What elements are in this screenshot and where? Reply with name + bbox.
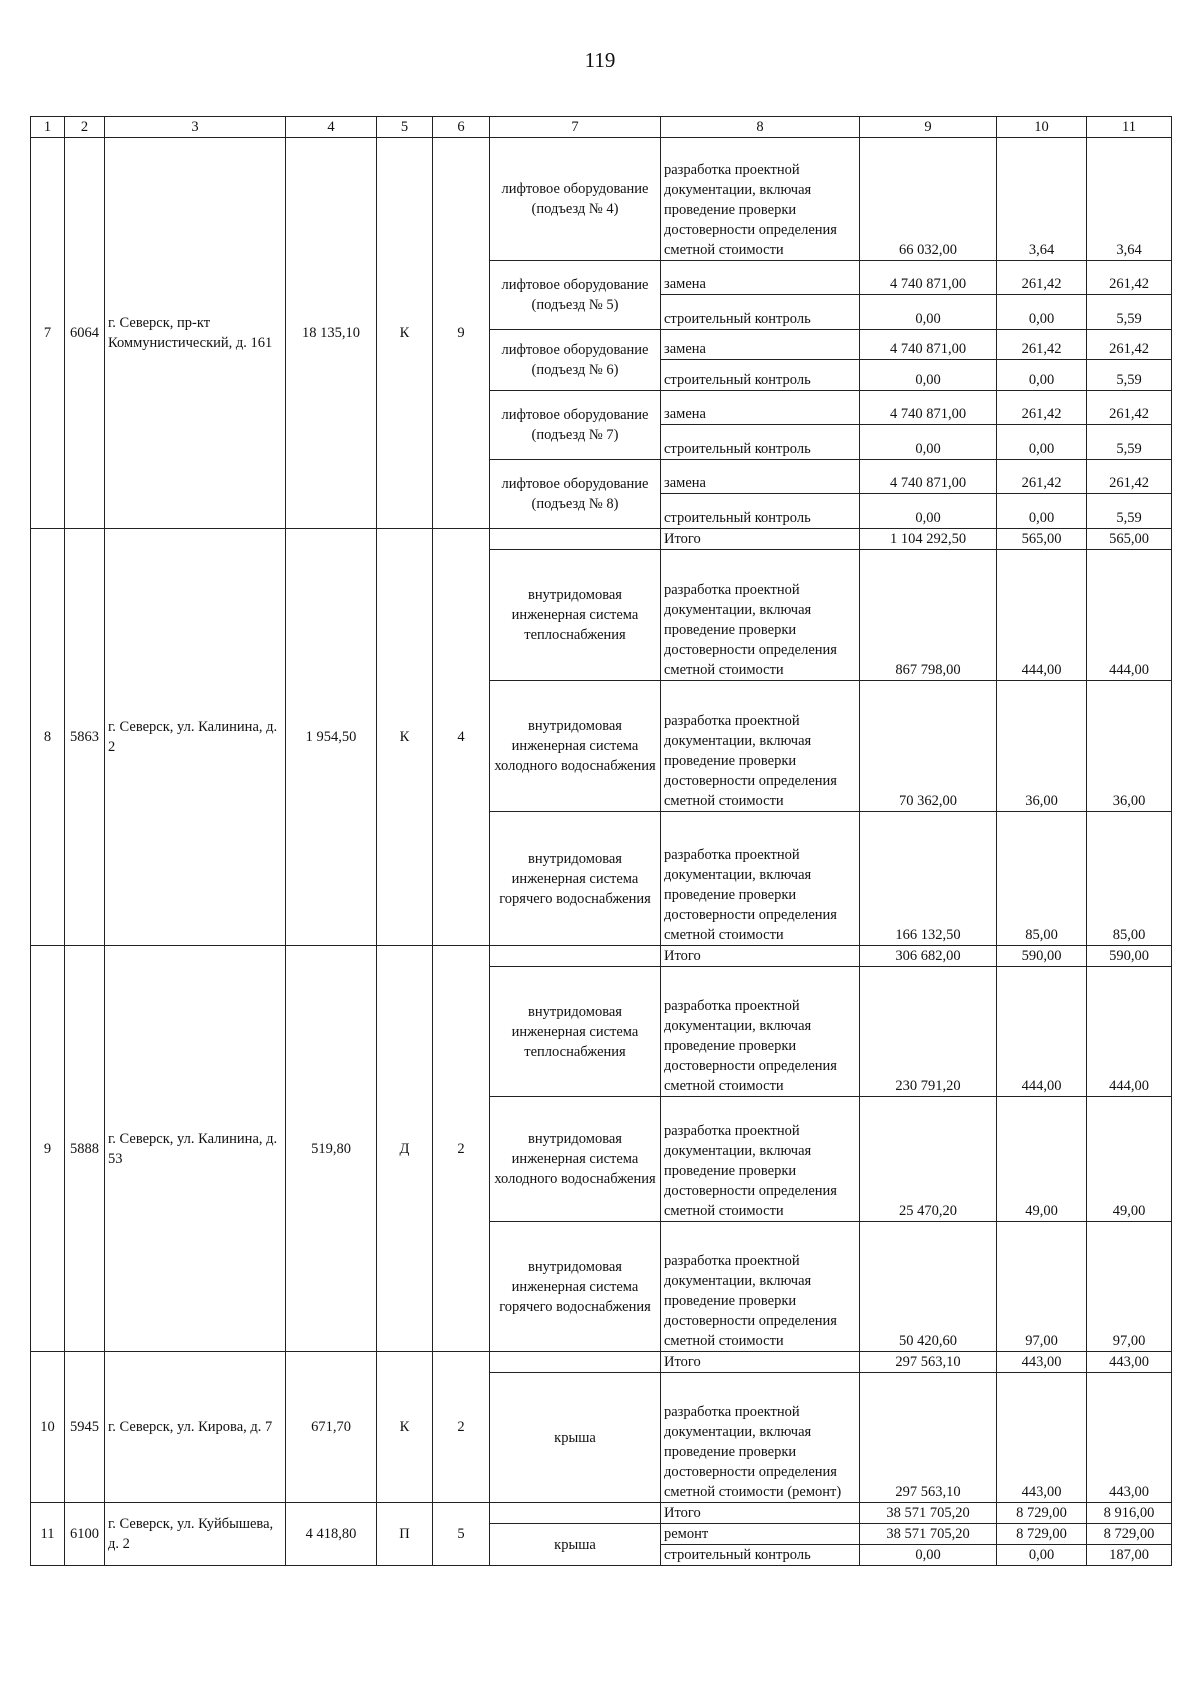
cost-per-m2: 444,00 — [997, 550, 1087, 681]
work-type: разработка проектной документации, включая проведение проверки достоверности определения сметной стоимости — [661, 812, 860, 946]
cost-per-m2: 444,00 — [997, 967, 1087, 1097]
house-area: 519,80 — [286, 946, 377, 1352]
work-type: разработка проектной документации, включая проведение проверки достоверности определения сметной стоимости — [661, 138, 860, 261]
work-row — [31, 138, 1172, 261]
cost-per-m2: 261,42 — [997, 261, 1087, 295]
work-type: ремонт — [661, 1524, 860, 1545]
work-cost: 38 571 705,20 — [860, 1524, 997, 1545]
cost-per-m2: 0,00 — [997, 295, 1087, 330]
cost-per-m2: 261,42 — [997, 460, 1087, 494]
work-type: разработка проектной документации, включая проведение проверки достоверности определения сметной стоимости — [661, 1097, 860, 1222]
house-floors: 5 — [433, 1503, 490, 1566]
cost-limit: 5,59 — [1087, 360, 1172, 391]
total-per-m2: 590,00 — [997, 946, 1087, 967]
work-cost: 0,00 — [860, 295, 997, 330]
cost-per-m2: 97,00 — [997, 1222, 1087, 1352]
work-type: замена — [661, 460, 860, 494]
house-row — [31, 1503, 1172, 1524]
cost-per-m2: 85,00 — [997, 812, 1087, 946]
cost-limit: 36,00 — [1087, 681, 1172, 812]
work-cost: 25 470,20 — [860, 1097, 997, 1222]
header-cell: 1 — [31, 117, 65, 138]
header-cell: 9 — [860, 117, 997, 138]
total-label: Итого — [661, 1352, 860, 1373]
total-limit: 590,00 — [1087, 946, 1172, 967]
element-empty — [490, 946, 661, 967]
total-label: Итого — [661, 529, 860, 550]
cost-limit: 443,00 — [1087, 1373, 1172, 1503]
work-type: строительный контроль — [661, 360, 860, 391]
header-cell: 4 — [286, 117, 377, 138]
house-address: г. Северск, ул. Кирова, д. 7 — [105, 1352, 286, 1503]
work-type: разработка проектной документации, включая проведение проверки достоверности определения сметной стоимости — [661, 681, 860, 812]
total-sum: 306 682,00 — [860, 946, 997, 967]
page-number: 119 — [584, 48, 616, 72]
structural-element: внутридомовая инженерная система теплоснабжения — [490, 550, 661, 681]
cost-per-m2: 36,00 — [997, 681, 1087, 812]
total-limit: 8 916,00 — [1087, 1503, 1172, 1524]
cost-limit: 8 729,00 — [1087, 1524, 1172, 1545]
structural-element: лифтовое оборудование (подъезд № 7) — [490, 391, 661, 460]
work-cost: 70 362,00 — [860, 681, 997, 812]
cost-limit: 5,59 — [1087, 425, 1172, 460]
header-cell: 8 — [661, 117, 860, 138]
house-row — [31, 946, 1172, 967]
total-label: Итого — [661, 1503, 860, 1524]
house-area: 1 954,50 — [286, 529, 377, 946]
work-cost: 50 420,60 — [860, 1222, 997, 1352]
cost-limit: 49,00 — [1087, 1097, 1172, 1222]
house-area: 18 135,10 — [286, 138, 377, 529]
house-address: г. Северск, пр-кт Коммунистический, д. 161 — [105, 138, 286, 529]
work-cost: 230 791,20 — [860, 967, 997, 1097]
cost-limit: 261,42 — [1087, 330, 1172, 360]
house-category: К — [377, 529, 433, 946]
total-per-m2: 8 729,00 — [997, 1503, 1087, 1524]
total-label: Итого — [661, 946, 860, 967]
work-type: замена — [661, 261, 860, 295]
work-cost: 297 563,10 — [860, 1373, 997, 1503]
row-number: 10 — [31, 1352, 65, 1503]
house-code: 5888 — [65, 946, 105, 1352]
structural-element: крыша — [490, 1373, 661, 1503]
header-cell: 3 — [105, 117, 286, 138]
cost-per-m2: 3,64 — [997, 138, 1087, 261]
work-cost: 4 740 871,00 — [860, 460, 997, 494]
cost-per-m2: 261,42 — [997, 391, 1087, 425]
cost-limit: 5,59 — [1087, 494, 1172, 529]
house-code: 5945 — [65, 1352, 105, 1503]
structural-element: лифтовое оборудование (подъезд № 4) — [490, 138, 661, 261]
structural-element: лифтовое оборудование (подъезд № 6) — [490, 330, 661, 391]
total-sum: 1 104 292,50 — [860, 529, 997, 550]
row-number: 11 — [31, 1503, 65, 1566]
cost-limit: 3,64 — [1087, 138, 1172, 261]
house-area: 671,70 — [286, 1352, 377, 1503]
header-cell: 6 — [433, 117, 490, 138]
work-cost: 0,00 — [860, 425, 997, 460]
work-type: разработка проектной документации, включая проведение проверки достоверности определения сметной стоимости (ремонт) — [661, 1373, 860, 1503]
cost-limit: 85,00 — [1087, 812, 1172, 946]
total-per-m2: 443,00 — [997, 1352, 1087, 1373]
cost-limit: 444,00 — [1087, 550, 1172, 681]
cost-limit: 261,42 — [1087, 261, 1172, 295]
house-category: П — [377, 1503, 433, 1566]
structural-element: лифтовое оборудование (подъезд № 8) — [490, 460, 661, 529]
cost-per-m2: 0,00 — [997, 360, 1087, 391]
cost-limit: 261,42 — [1087, 391, 1172, 425]
house-floors: 2 — [433, 946, 490, 1352]
work-cost: 66 032,00 — [860, 138, 997, 261]
row-number: 9 — [31, 946, 65, 1352]
capital-repair-table — [30, 116, 1172, 1566]
house-category: К — [377, 138, 433, 529]
work-type: замена — [661, 330, 860, 360]
house-code: 6064 — [65, 138, 105, 529]
structural-element: внутридомовая инженерная система горячего водоснабжения — [490, 812, 661, 946]
house-address: г. Северск, ул. Калинина, д. 53 — [105, 946, 286, 1352]
cost-limit: 97,00 — [1087, 1222, 1172, 1352]
total-limit: 565,00 — [1087, 529, 1172, 550]
structural-element: лифтовое оборудование (подъезд № 5) — [490, 261, 661, 330]
element-empty — [490, 1352, 661, 1373]
work-cost: 4 740 871,00 — [860, 391, 997, 425]
house-row — [31, 1352, 1172, 1373]
cost-limit: 444,00 — [1087, 967, 1172, 1097]
work-type: строительный контроль — [661, 494, 860, 529]
work-type: разработка проектной документации, включая проведение проверки достоверности определения сметной стоимости — [661, 550, 860, 681]
row-number: 7 — [31, 138, 65, 529]
structural-element: внутридомовая инженерная система теплоснабжения — [490, 967, 661, 1097]
header-cell: 11 — [1087, 117, 1172, 138]
structural-element: внутридомовая инженерная система горячего водоснабжения — [490, 1222, 661, 1352]
house-floors: 2 — [433, 1352, 490, 1503]
work-type: замена — [661, 391, 860, 425]
header-cell: 10 — [997, 117, 1087, 138]
work-cost: 0,00 — [860, 360, 997, 391]
element-empty — [490, 529, 661, 550]
cost-per-m2: 261,42 — [997, 330, 1087, 360]
house-category: К — [377, 1352, 433, 1503]
header-cell: 7 — [490, 117, 661, 138]
total-per-m2: 565,00 — [997, 529, 1087, 550]
work-type: строительный контроль — [661, 425, 860, 460]
work-cost: 4 740 871,00 — [860, 330, 997, 360]
house-code: 5863 — [65, 529, 105, 946]
header-cell: 2 — [65, 117, 105, 138]
cost-per-m2: 49,00 — [997, 1097, 1087, 1222]
cost-per-m2: 0,00 — [997, 494, 1087, 529]
house-floors: 4 — [433, 529, 490, 946]
work-cost: 0,00 — [860, 494, 997, 529]
house-area: 4 418,80 — [286, 1503, 377, 1566]
total-limit: 443,00 — [1087, 1352, 1172, 1373]
work-type: строительный контроль — [661, 295, 860, 330]
element-empty — [490, 1503, 661, 1524]
structural-element: внутридомовая инженерная система холодного водоснабжения — [490, 681, 661, 812]
header-cell: 5 — [377, 117, 433, 138]
house-floors: 9 — [433, 138, 490, 529]
total-sum: 38 571 705,20 — [860, 1503, 997, 1524]
work-cost: 867 798,00 — [860, 550, 997, 681]
cost-per-m2: 0,00 — [997, 425, 1087, 460]
house-row — [31, 529, 1172, 550]
row-number: 8 — [31, 529, 65, 946]
house-code: 6100 — [65, 1503, 105, 1566]
cost-per-m2: 443,00 — [997, 1373, 1087, 1503]
cost-per-m2: 0,00 — [997, 1545, 1087, 1566]
work-type: разработка проектной документации, включая проведение проверки достоверности определения сметной стоимости — [661, 967, 860, 1097]
work-cost: 166 132,50 — [860, 812, 997, 946]
structural-element: внутридомовая инженерная система холодного водоснабжения — [490, 1097, 661, 1222]
column-number-header — [31, 117, 1172, 138]
house-category: Д — [377, 946, 433, 1352]
work-type: разработка проектной документации, включая проведение проверки достоверности определения сметной стоимости — [661, 1222, 860, 1352]
total-sum: 297 563,10 — [860, 1352, 997, 1373]
house-address: г. Северск, ул. Куйбышева, д. 2 — [105, 1503, 286, 1566]
work-type: строительный контроль — [661, 1545, 860, 1566]
cost-per-m2: 8 729,00 — [997, 1524, 1087, 1545]
cost-limit: 187,00 — [1087, 1545, 1172, 1566]
cost-limit: 5,59 — [1087, 295, 1172, 330]
house-address: г. Северск, ул. Калинина, д. 2 — [105, 529, 286, 946]
structural-element: крыша — [490, 1524, 661, 1566]
cost-limit: 261,42 — [1087, 460, 1172, 494]
work-cost: 0,00 — [860, 1545, 997, 1566]
work-cost: 4 740 871,00 — [860, 261, 997, 295]
